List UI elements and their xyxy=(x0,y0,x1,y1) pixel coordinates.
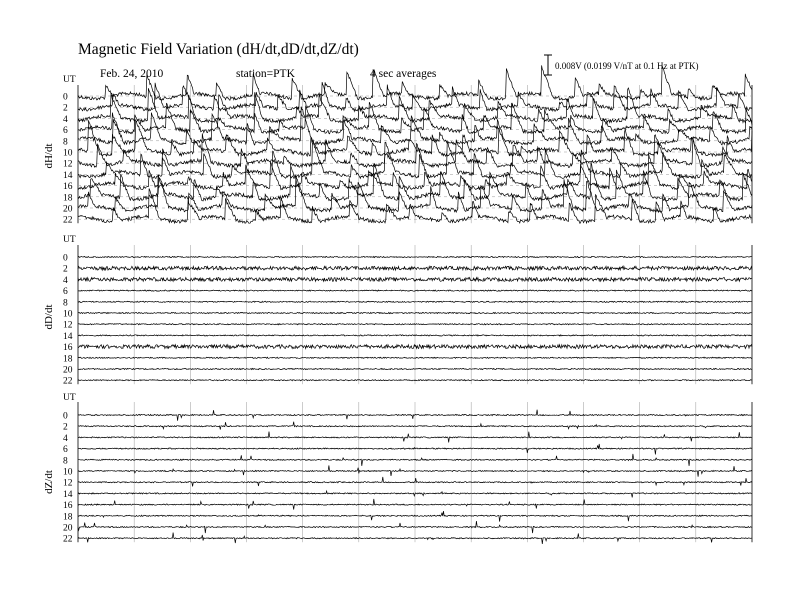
hour-tick-label: 0 xyxy=(63,411,68,422)
hour-tick-label: 12 xyxy=(63,320,73,331)
panel-ylabel: dH/dt xyxy=(43,143,55,169)
hour-tick-label: 10 xyxy=(63,467,73,478)
hour-tick-label: 6 xyxy=(63,445,68,456)
hour-tick-label: 2 xyxy=(63,103,68,114)
hour-tick-label: 14 xyxy=(63,331,73,342)
hour-tick-label: 22 xyxy=(63,534,73,545)
hour-tick-label: 10 xyxy=(63,309,73,320)
scale-bar xyxy=(544,55,552,75)
panel-dhdt xyxy=(43,65,752,225)
hour-tick-label: 4 xyxy=(63,433,68,444)
hour-tick-label: 12 xyxy=(63,159,73,170)
hour-tick-label: 6 xyxy=(63,126,68,137)
hour-tick-label: 2 xyxy=(63,422,68,433)
date-label: Feb. 24, 2010 xyxy=(100,68,164,80)
hour-tick-label: 6 xyxy=(63,287,68,298)
hour-tick-label: 4 xyxy=(63,114,68,125)
chart-title: Magnetic Field Variation (dH/dt,dD/dt,dZ/dt) xyxy=(78,41,359,58)
station-label: station=PTK xyxy=(236,68,295,80)
panel-dddt xyxy=(43,235,752,387)
ut-label: UT xyxy=(63,393,76,403)
hour-tick-label: 16 xyxy=(63,182,73,193)
hour-tick-label: 14 xyxy=(63,170,73,181)
ut-label: UT xyxy=(63,75,76,85)
hour-tick-label: 10 xyxy=(63,148,73,159)
panel-ylabel: dZ/dt xyxy=(43,470,55,494)
ut-label: UT xyxy=(63,235,76,245)
panel-dzdt xyxy=(43,393,752,545)
hour-tick-label: 20 xyxy=(63,365,73,376)
hour-tick-label: 0 xyxy=(63,253,68,264)
hour-tick-label: 14 xyxy=(63,489,73,500)
hour-tick-label: 4 xyxy=(63,275,68,286)
hour-tick-label: 2 xyxy=(63,264,68,275)
hour-tick-label: 12 xyxy=(63,478,73,489)
panel-ylabel: dD/dt xyxy=(43,304,55,330)
hour-tick-label: 0 xyxy=(63,92,68,103)
hour-tick-label: 20 xyxy=(63,523,73,534)
hour-tick-label: 16 xyxy=(63,501,73,512)
hour-tick-label: 8 xyxy=(63,456,68,467)
scale-note: 0.008V (0.0199 V/nT at 0.1 Hz at PTK) xyxy=(555,61,699,71)
averaging-label: 4 sec averages xyxy=(370,68,437,80)
hour-tick-label: 18 xyxy=(63,193,73,204)
hour-tick-label: 8 xyxy=(63,137,68,148)
hour-tick-label: 22 xyxy=(63,376,73,387)
hour-tick-label: 18 xyxy=(63,354,73,365)
hour-tick-label: 20 xyxy=(63,204,73,215)
hour-tick-label: 16 xyxy=(63,343,73,354)
hour-tick-label: 8 xyxy=(63,298,68,309)
hour-tick-label: 22 xyxy=(63,215,73,226)
hour-tick-label: 18 xyxy=(63,512,73,523)
